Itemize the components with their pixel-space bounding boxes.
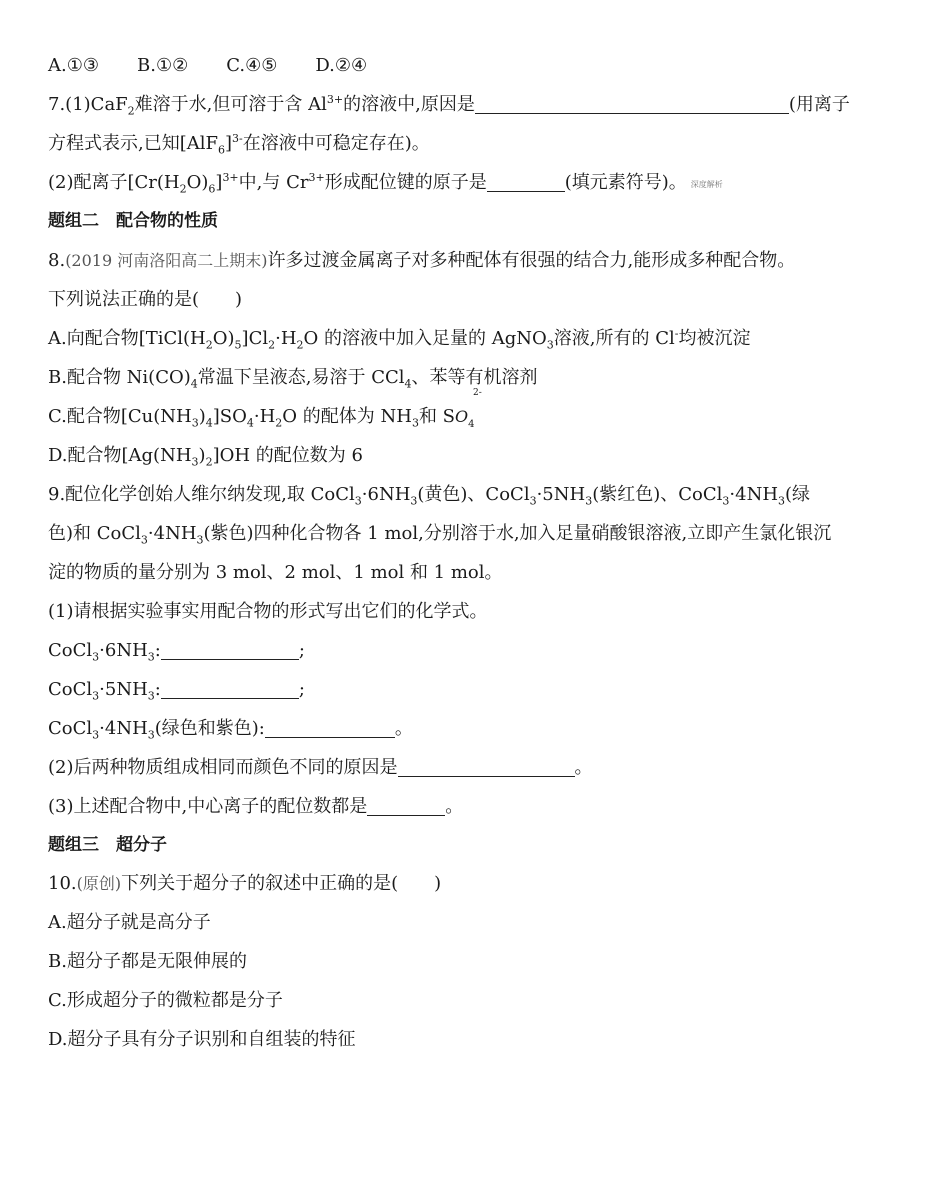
q9-answer-blank-5[interactable] <box>367 791 445 816</box>
section-heading-group3: 题组三 超分子 <box>48 835 167 855</box>
document-page <box>48 46 908 1059</box>
q7-answer-blank-2[interactable] <box>487 167 565 192</box>
q8-option-c[interactable]: C.配合物$[Cu(NH_3)_4]SO_4\cdot H_2O$ 的配体为 $NH_3$和 $SO_4$ 2- <box>48 397 908 436</box>
q8-option-d[interactable]: D.配合物$[Ag(NH_3)_2]OH$ 的配位数为 6 <box>48 445 363 469</box>
sulfate-ion: $O_4$ 2- <box>455 388 482 430</box>
q7-answer-blank-1[interactable] <box>475 89 789 114</box>
q9-formula-1: $CoCl_3\cdot 6NH_3$: ; <box>48 631 908 670</box>
q6-option-c[interactable]: C.④⑤ <box>226 55 278 76</box>
deep-analysis-tag[interactable]: 深度解析 <box>690 180 723 189</box>
q8-stem-line2: 下列说法正确的是( ) <box>48 289 243 310</box>
q9-answer-blank-1[interactable] <box>161 635 299 660</box>
q9-answer-blank-4[interactable] <box>398 752 575 777</box>
q9-stem-line1: 9.配位化学创始人维尔纳发现,取 $CoCl_3\cdot 6NH_3$(黄色)、$CoCl_3\cdot 5NH_3$(紫红色)、$CoCl_3\cdot 4NH_3$(绿 <box>48 484 811 508</box>
q9-part3: (3)上述配合物中,中心离子的配位数都是 。 <box>48 787 908 826</box>
q9-formula-3: $CoCl_3\cdot 4NH_3$(绿色和紫色): 。 <box>48 709 908 748</box>
q7-part1-line2: 方程式表示,已知$[AlF_6]^{3-}$在溶液中可稳定存在)。 <box>48 132 430 157</box>
q10-option-b[interactable]: B.超分子都是无限伸展的 <box>48 951 247 972</box>
q6-option-a[interactable]: A.①③ <box>48 55 99 76</box>
q6-option-d[interactable]: D.②④ <box>315 55 368 76</box>
q10-source: (原创) <box>76 874 122 893</box>
q9-answer-blank-3[interactable] <box>265 713 395 738</box>
section-heading-group2: 题组二 配合物的性质 <box>48 211 218 231</box>
q9-answer-blank-2[interactable] <box>161 674 299 699</box>
q10-option-d[interactable]: D.超分子具有分子识别和自组装的特征 <box>48 1029 356 1050</box>
q10-stem: 10.(原创)下列关于超分子的叙述中正确的是( ) <box>48 873 442 894</box>
q6-options <box>48 46 908 85</box>
q9-stem-line2: 色)和 $CoCl_3\cdot 4NH_3$(紫色)四种化合物各 1 mol,分别溶于水,加入足量硝酸银溶液,立即产生氯化银沉 <box>48 523 832 547</box>
q9-formula-2: $CoCl_3\cdot 5NH_3$: ; <box>48 670 908 709</box>
q8-option-a[interactable]: A.向配合物$[TiCl(H_2O)_5]Cl_2\cdot H_2O$ 的溶液中加入足量的 AgNO$_3$溶液,所有的 Cl-均被沉淀 <box>48 327 751 352</box>
q8-option-b[interactable]: B.配合物 $Ni(CO)_4$常温下呈液态,易溶于 CCl$_4$、苯等有机溶剂 <box>48 367 538 391</box>
q10-option-c[interactable]: C.形成超分子的微粒都是分子 <box>48 990 283 1011</box>
q7-part1-line1: 7.(1)CaF$_2$难溶于水,但可溶于含 $Al^{3+}$的溶液中,原因是 (用离子 <box>48 85 908 124</box>
q10-option-a[interactable]: A.超分子就是高分子 <box>48 912 211 933</box>
q6-option-b[interactable]: B.①② <box>137 55 189 76</box>
q9-part1: (1)请根据实验事实用配合物的形式写出它们的化学式。 <box>48 601 488 622</box>
q8-stem-line1: 8.(2019 河南洛阳高二上期末)许多过渡金属离子对多种配体有很强的结合力,能形成多种配合物。 <box>48 250 796 271</box>
q9-stem-line3: 淀的物质的量分别为 3 mol、2 mol、1 mol 和 1 mol。 <box>48 562 503 583</box>
q9-part2: (2)后两种物质组成相同而颜色不同的原因是 。 <box>48 748 908 787</box>
q8-source: (2019 河南洛阳高二上期末) <box>65 251 268 270</box>
q7-part2: (2)配离子$[Cr(H_2O)_6]^{3+}$中,与 $Cr^{3+}$形成配位键的原子是 (填元素符号)。 深度解析 <box>48 163 908 202</box>
